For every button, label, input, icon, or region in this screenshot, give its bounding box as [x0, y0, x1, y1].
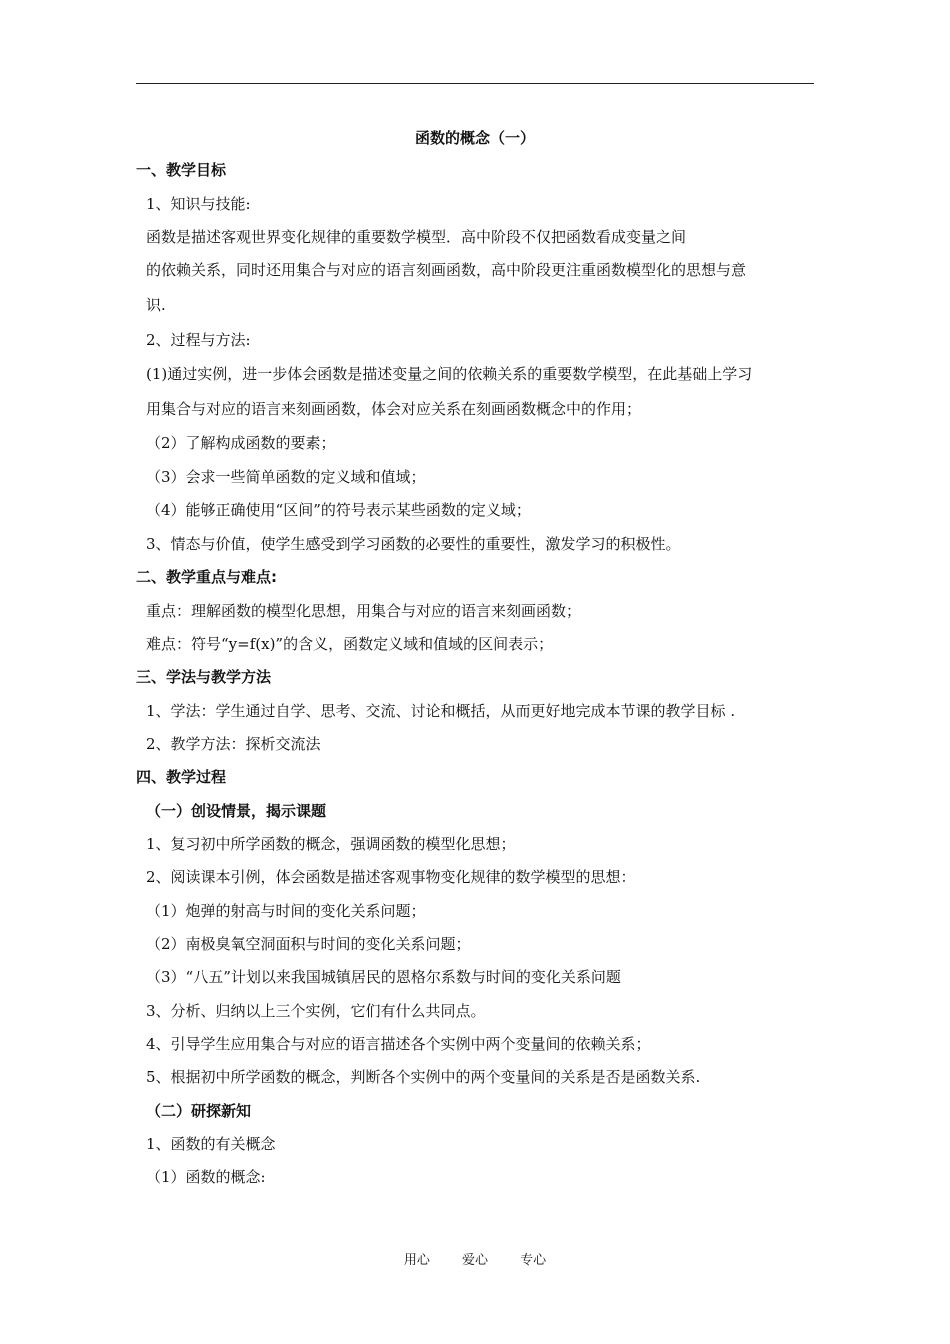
section-heading-objectives: 一、教学目标: [136, 161, 227, 179]
footer-text: 用心: [403, 1253, 430, 1268]
footer-text: 爱心: [461, 1253, 488, 1268]
section-heading-process: 四、教学过程: [136, 768, 227, 786]
paragraph-line: (1)通过实例，进一步体会函数是描述变量之间的依赖关系的重要数学模型，在此基础上学习: [146, 365, 753, 383]
paragraph-line: 识.: [146, 296, 166, 314]
paragraph-line: 1、学法：学生通过自学、思考、交流、讨论和概括，从而更好地完成本节课的教学目标 .: [146, 702, 736, 720]
paragraph-line: 1、复习初中所学函数的概念，强调函数的模型化思想；: [146, 835, 516, 853]
paragraph-line: 函数是描述客观世界变化规律的重要数学模型．高中阶段不仅把函数看成变量之间: [146, 228, 687, 246]
paragraph-line: （3）“八五”计划以来我国城镇居民的恩格尔系数与时间的变化关系问题: [146, 968, 621, 986]
paragraph-line: 3、情态与价值，使学生感受到学习函数的必要性的重要性，激发学习的积极性。: [146, 535, 681, 553]
paragraph-line: （4）能够正确使用“区间”的符号表示某些函数的定义域；: [146, 501, 531, 519]
subsection-heading: （一）创设情景，揭示课题: [146, 802, 327, 820]
paragraph-line: 2、过程与方法:: [146, 331, 251, 349]
subsection-heading: （二）研探新知: [146, 1102, 252, 1120]
paragraph-line: 4、引导学生应用集合与对应的语言描述各个实例中两个变量间的依赖关系；: [146, 1035, 651, 1053]
paragraph-line: 1、函数的有关概念: [146, 1135, 276, 1153]
paragraph-line: 3、分析、归纳以上三个实例，它们有什么共同点。: [146, 1002, 486, 1020]
paragraph-line: 1、知识与技能:: [146, 195, 251, 213]
paragraph-line: 2、教学方法：探析交流法: [146, 735, 321, 753]
paragraph-line: （1）炮弹的射高与时间的变化关系问题；: [146, 902, 426, 920]
paragraph-line: 用集合与对应的语言来刻画函数，体会对应关系在刻画函数概念中的作用；: [146, 400, 642, 418]
footer-text: 专心: [520, 1253, 547, 1268]
document-title: 函数的概念（一）: [414, 129, 535, 147]
paragraph-line: （2）南极臭氧空洞面积与时间的变化关系问题；: [146, 935, 471, 953]
paragraph-line: 2、阅读课本引例，体会函数是描述客观事物变化规律的数学模型的思想：: [146, 868, 636, 886]
paragraph-line: 5、根据初中所学函数的概念，判断各个实例中的两个变量间的关系是否是函数关系.: [146, 1068, 701, 1086]
section-heading-key-points: 二、教学重点与难点:: [136, 568, 277, 586]
header-rule: [136, 83, 814, 84]
paragraph-line: 的依赖关系，同时还用集合与对应的语言刻画函数，高中阶段更注重函数模型化的思想与意: [146, 261, 747, 279]
paragraph-line: 难点：符号“y=f(x)”的含义，函数定义域和值域的区间表示；: [146, 635, 554, 653]
paragraph-line: （3）会求一些简单函数的定义域和值域；: [146, 468, 426, 486]
paragraph-line: 重点：理解函数的模型化思想，用集合与对应的语言来刻画函数；: [146, 602, 582, 620]
paragraph-line: （2）了解构成函数的要素；: [146, 434, 336, 452]
paragraph-line: （1）函数的概念:: [146, 1168, 266, 1186]
page-footer: [0, 1249, 950, 1268]
section-heading-methods: 三、学法与教学方法: [136, 668, 272, 686]
